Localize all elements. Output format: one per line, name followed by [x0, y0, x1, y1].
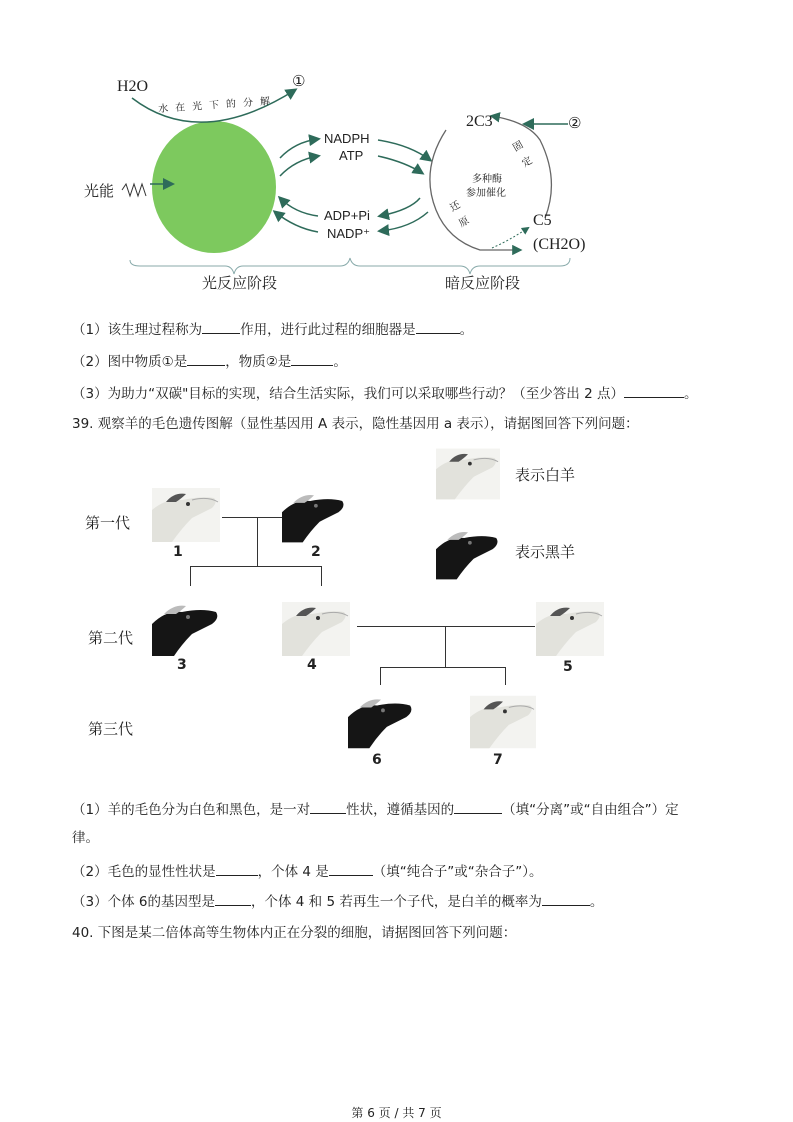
individual-1-label: 1 — [173, 544, 183, 560]
nadph-label: NADPH — [324, 131, 370, 146]
mating-line — [222, 517, 282, 518]
q39-title: 39. 观察羊的毛色遗传图解（显性基因用 A 表示，隐性基因用 a 表示），请据图回答下列问题： — [72, 416, 639, 432]
chloroplast-circle — [152, 121, 276, 253]
answer-blank[interactable] — [216, 861, 258, 876]
individual-3-label: 3 — [177, 657, 187, 673]
q-text: （2）毛色的显性性状是 — [72, 864, 216, 880]
individual-7-label: 7 — [493, 752, 503, 768]
q38-part1 — [72, 318, 473, 338]
q-text: 。 — [459, 322, 474, 338]
q-text: ，物质②是 — [225, 354, 292, 370]
child-line — [505, 667, 506, 685]
q-text: （1）羊的毛色分为白色和黑色，是一对 — [72, 802, 311, 818]
q38-part3 — [72, 382, 697, 402]
enzyme-label-1: 多种酶 — [472, 174, 502, 185]
q39-part1-cont: 律。 — [72, 830, 99, 846]
q-text: ，个体 4 和 5 若再生一个子代，是白羊的概率为 — [250, 894, 542, 910]
individual-4-label: 4 — [307, 657, 317, 673]
mating-line — [357, 626, 535, 627]
q-text: （2）图中物质①是 — [72, 354, 188, 370]
sheep-6-black-icon — [348, 695, 414, 749]
descent-line — [257, 517, 258, 566]
light-stage-label: 光反应阶段 — [202, 274, 278, 292]
answer-blank[interactable] — [329, 861, 373, 876]
answer-blank[interactable] — [291, 351, 333, 366]
sibship-line — [190, 566, 322, 567]
q40-title: 40. 下图是某二倍体高等生物体内正在分裂的细胞，请据图回答下列问题： — [72, 925, 517, 941]
sheep-2-black-icon — [282, 490, 346, 544]
q-text: 。 — [589, 894, 604, 910]
q-text: （填“纯合子”或“杂合子”）。 — [372, 864, 543, 880]
q-text: 性状，遵循基因的 — [346, 802, 455, 818]
sibship-line — [380, 667, 506, 668]
answer-blank[interactable] — [310, 799, 346, 814]
sheep-4-white-icon — [282, 602, 350, 656]
q39-part3 — [72, 890, 603, 910]
reduction-label: 还原 — [445, 199, 474, 237]
answer-blank[interactable] — [187, 351, 225, 366]
light-energy-label: 光能 — [84, 182, 115, 200]
sheep-3-black-icon — [152, 602, 220, 656]
substance-1-marker: ① — [292, 72, 306, 90]
q-text: （3）个体 6的基因型是 — [72, 894, 215, 910]
ch2o-label: (CH2O) — [533, 236, 586, 253]
nadp-label: NADP⁺ — [327, 226, 370, 241]
individual-2-label: 2 — [311, 544, 321, 560]
answer-blank[interactable] — [215, 891, 251, 906]
q-text: 。 — [683, 386, 698, 402]
adp-pi-label: ADP+Pi — [324, 208, 370, 223]
page-footer: 第 6 页 / 共 7 页 — [351, 1106, 442, 1120]
q39-part2 — [72, 860, 543, 880]
child-line — [380, 667, 381, 685]
answer-blank[interactable] — [624, 383, 684, 398]
child-line — [321, 566, 322, 586]
generation-2-label: 第二代 — [88, 629, 134, 647]
answer-blank[interactable] — [416, 319, 460, 334]
q-text: ，个体 4 是 — [257, 864, 329, 880]
c3-label: 2C3 — [466, 113, 493, 130]
child-line — [190, 566, 191, 586]
answer-blank[interactable] — [202, 319, 240, 334]
water-split-label: 水在光下的分解 — [157, 95, 278, 116]
q-text: （填“分离”或“自由组合”）定 — [502, 802, 679, 818]
sheep-7-white-icon — [470, 695, 536, 749]
generation-1-label: 第一代 — [85, 514, 131, 532]
q-text: 。 — [333, 354, 347, 370]
black-sheep-legend-icon — [436, 528, 500, 580]
individual-5-label: 5 — [563, 659, 573, 675]
light-zigzag-icon — [122, 184, 146, 196]
q-text: 作用，进行此过程的细胞器是 — [240, 322, 416, 338]
white-sheep-legend-icon — [436, 448, 500, 500]
individual-6-label: 6 — [372, 752, 382, 768]
sheep-5-white-icon — [535, 602, 605, 656]
substance-2-marker: ② — [568, 114, 582, 132]
dark-stage-label: 暗反应阶段 — [445, 274, 521, 292]
legend-white-label: 表示白羊 — [515, 466, 576, 484]
descent-line — [445, 626, 446, 667]
h2o-label: H2O — [117, 78, 149, 95]
legend-black-label: 表示黑羊 — [515, 543, 576, 561]
q-text: （1）该生理过程称为 — [72, 322, 203, 338]
enzyme-label-2: 参加催化 — [466, 188, 506, 199]
fixation-label: 固定 — [508, 139, 537, 177]
answer-blank[interactable] — [542, 891, 590, 906]
c5-label: C5 — [533, 212, 552, 229]
sheep-1-white-icon — [152, 488, 220, 542]
q39-part1 — [72, 798, 679, 818]
atp-label: ATP — [339, 148, 364, 163]
q-text: （3）为助力“双碳"目标的实现，结合生活实际，我们可以采取哪些行动？（至少答出 2 点） — [72, 386, 624, 402]
generation-3-label: 第三代 — [88, 720, 134, 738]
answer-blank[interactable] — [454, 799, 502, 814]
q38-part2 — [72, 350, 347, 370]
